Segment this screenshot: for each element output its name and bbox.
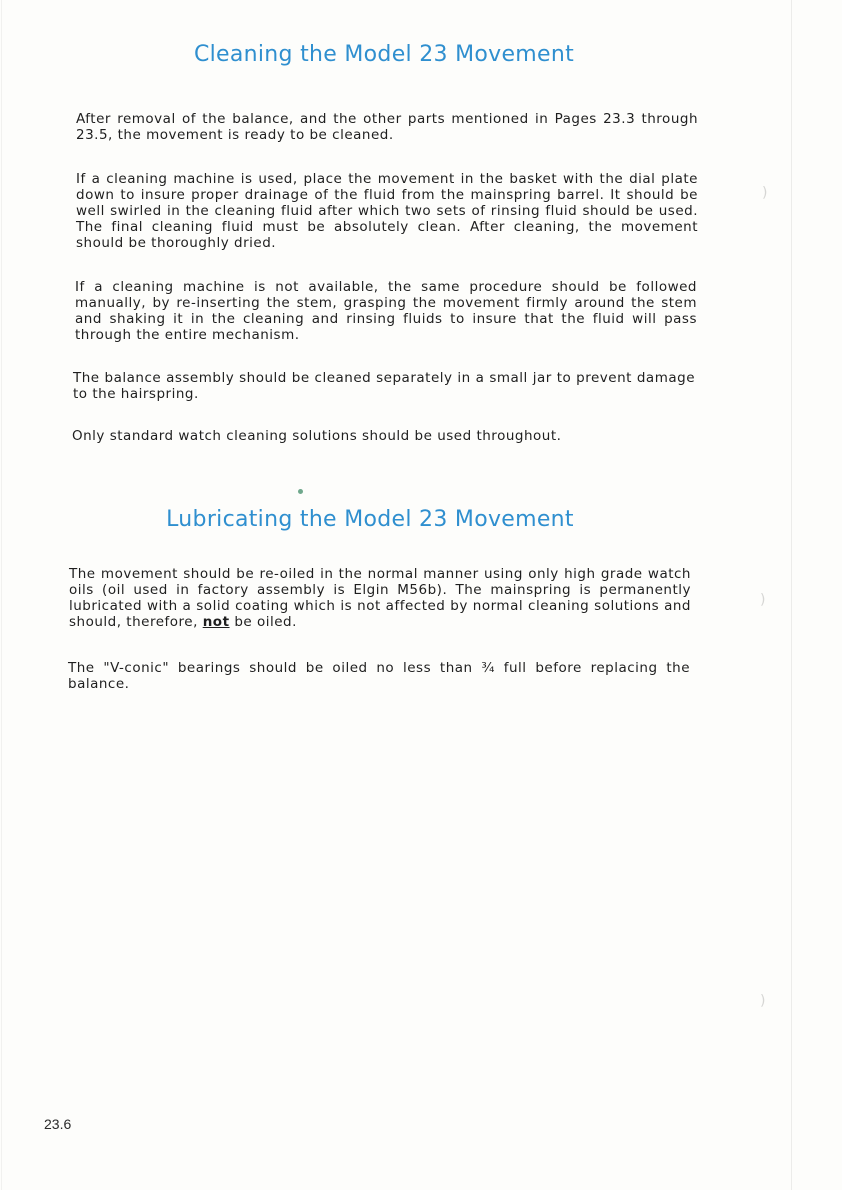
section-title-lubricating: Lubricating the Model 23 Movement: [166, 507, 574, 532]
page-number: 23.6: [44, 1116, 72, 1132]
page-left-edge: [1, 0, 2, 1190]
paragraph-cleaning-solutions: Only standard watch cleaning solutions should be used throughout.: [72, 428, 562, 444]
page-right-edge: [791, 0, 792, 1190]
paragraph-balance-cleaning: The balance assembly should be cleaned separately in a small jar to prevent damage to the hairspring.: [73, 370, 695, 402]
decorative-dot: [298, 489, 303, 494]
reoiling-text-end: be oiled.: [234, 614, 297, 630]
margin-bracket-mark: ): [762, 185, 768, 201]
paragraph-cleaning-intro: After removal of the balance, and the other parts mentioned in Pages 23.3 through 23.5, the movement is ready to be cleaned.: [76, 111, 698, 143]
paragraph-cleaning-machine: If a cleaning machine is used, place the movement in the basket with the dial plate down to insure proper drainage of the fluid from the mainspring barrel. It should be well swirled in the cleaning fluid after which two sets of rinsing fluid should be used. The final cleaning fluid must be absolutely clean. After cleaning, the movement should be thoroughly dried.: [76, 171, 698, 251]
paragraph-v-conic: The "V-conic" bearings should be oiled no less than ¾ full before replacing the balance.: [68, 660, 690, 692]
paragraph-reoiling: [69, 566, 691, 630]
emphasis-not: not: [202, 614, 230, 630]
section-title-cleaning: Cleaning the Model 23 Movement: [193, 42, 575, 67]
paragraph-manual-cleaning: If a cleaning machine is not available, the same procedure should be followed manually, by re-inserting the stem, grasping the movement firmly around the stem and shaking it in the cleaning and rinsing fluids to insure that the fluid will pass through the entire mechanism.: [75, 279, 697, 343]
margin-bracket-mark: ): [760, 993, 766, 1009]
margin-bracket-mark: ): [760, 592, 766, 608]
reoiling-text: The movement should be re-oiled in the normal manner using only high grade watch oils (oil used in factory assembly is Elgin M56b). The mainspring is permanently lubricated with a solid coating which is not affected by normal cleaning solutions and should, therefore,: [69, 566, 691, 630]
